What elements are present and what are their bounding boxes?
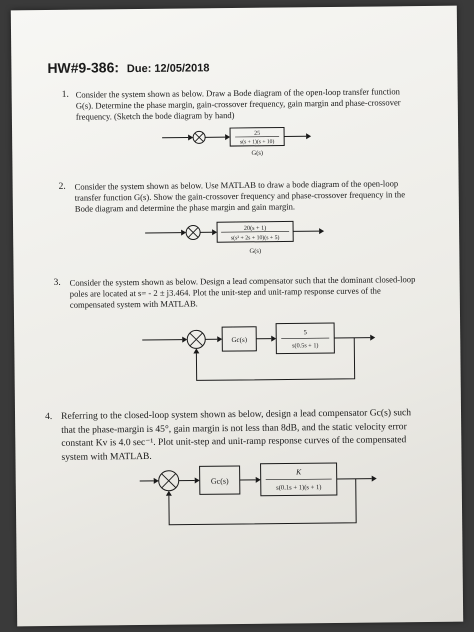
fraction-bar — [221, 231, 289, 232]
plant-label: G(s) — [249, 247, 262, 255]
feedback-arrowhead — [193, 348, 199, 353]
fraction-bar — [281, 338, 329, 339]
summing-junction — [193, 131, 205, 143]
plant-numerator: 25 — [254, 130, 261, 137]
problem-4-block-diagram — [140, 459, 381, 538]
problem-1-block-diagram — [162, 125, 312, 159]
arrowhead — [188, 134, 193, 140]
problem-2-text: Consider the system shown as below. Use MATLAB to draw a bode diagram of the open-loop transfer function G(s). Show the gain-crossover frequency and phase-crossover frequency in the Bode diagram and determine the phase margin and gain margin. — [74, 178, 406, 214]
page-header — [47, 58, 209, 76]
feedback-path — [169, 476, 356, 525]
problem-1-text: Consider the system shown as below. Draw a Bode diagram of the open-loop transfer function G(s). Determine the phase margin, gain-crossover frequency, gain margin and phase-crossover frequency. (Sketch the bode diagram by hand) — [75, 86, 401, 122]
summing-junction — [159, 471, 179, 491]
compensator-label: Gc(s) — [210, 476, 229, 486]
feedback-path — [196, 335, 354, 381]
homework-title: HW#9-386: — [47, 59, 120, 76]
plant-numerator: K — [296, 467, 302, 477]
problem-3-text: Consider the system shown as below. Design a lead compensator such that the dominant closed-loop poles are located at s= - 2 ± j3.464. Plot the unit-step and unit-ramp response curves of the compensated system with MATLAB. — [69, 274, 416, 310]
summing-junction — [187, 330, 205, 348]
fraction-bar — [266, 479, 332, 480]
problem-4-number: 4. — [44, 411, 53, 423]
plant-denominator: s(s² + 2s + 10)(s + 5) — [230, 235, 280, 242]
problem-3-number: 3. — [53, 277, 61, 288]
compensator-label: Gc(s) — [231, 335, 248, 345]
plant-denominator: s(s + 1)(s + 10) — [240, 139, 275, 146]
homework-sheet — [11, 6, 463, 627]
problem-4-text: Referring to the closed-loop system shown as below, design a lead compensator Gc(s) such that the phase-margin is 45°, gain margin is not less than 8dB, and the static velocity error constant Kv is 4.0 sec⁻¹. Plot unit-step and unit-ramp response curves of the compensated system with MATLAB. — [60, 407, 412, 463]
plant-numerator: 5 — [303, 329, 307, 337]
problem-3-block-diagram — [142, 319, 377, 391]
problem-1-number: 1. — [61, 89, 69, 100]
problem-2-number: 2. — [58, 181, 66, 192]
feedback-arrowhead — [166, 491, 172, 496]
summing-junction — [186, 225, 200, 239]
plant-denominator: s(0.1s + 1)(s + 1) — [276, 484, 322, 492]
plant-numerator: 20(s + 1) — [243, 224, 267, 232]
due-date: Due: 12/05/2018 — [126, 62, 210, 76]
plant-denominator: s(0.5s + 1) — [292, 342, 319, 350]
problem-2-block-diagram — [145, 219, 325, 259]
plant-label: G(s) — [251, 149, 264, 157]
